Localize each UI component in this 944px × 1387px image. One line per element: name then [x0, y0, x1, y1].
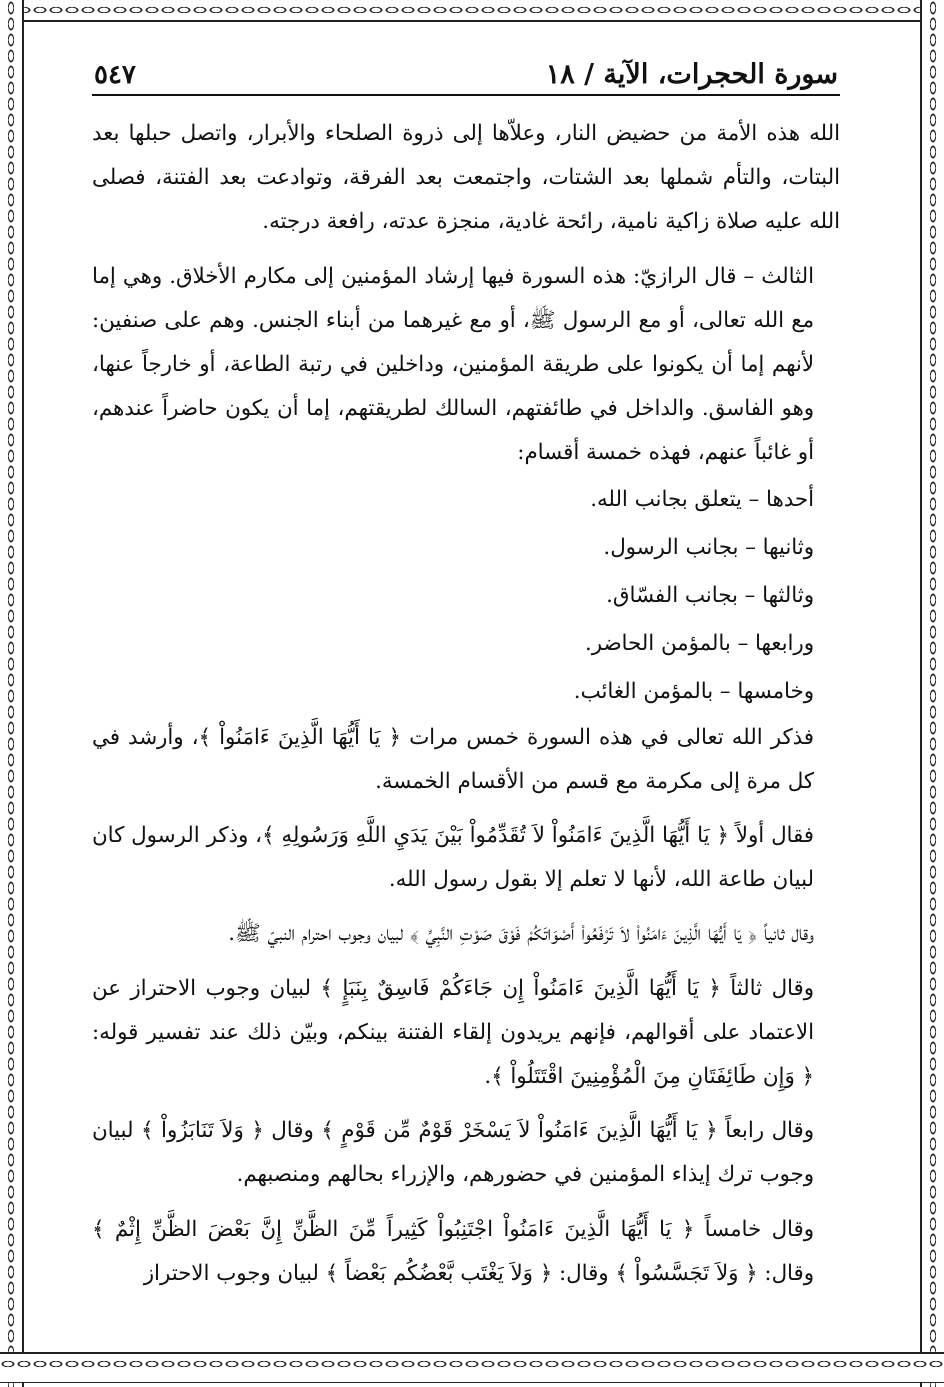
border-right: [920, 0, 944, 1387]
running-header: [92, 52, 840, 96]
paragraph: الثالث – قال الرازيّ: هذه السورة فيها إرشاد المؤمنين إلى مكارم الأخلاق. وهي إما مع الله تعالى، أو مع الرسول ﷺ، أو مع غيرهما من أبناء الجنس. وهم على صنفين: لأنهم إما أن يكونوا على طريقة المؤمنين، وداخلين في رتبة الطاعة، أو خارجاً عنها، وهو الفاسق. والداخل في طائفتهم، السالك لطريقتهم، إما أن يكون حاضراً عندهم، أو غائباً عنهم، فهذه خمسة أقسام:: [92, 263, 814, 466]
paragraph: وقال ثالثاً ﴿ يَا أَيُّهَا الَّذِينَ ءَامَنُواْ إِن جَاءَكُمْ فَاسِقٌ بِنَبَإٍ ﴾ لبيان وجوب الاحتراز عن الاعتماد على أقوالهم، فإنهم يريدون إلقاء الفتنة بينكم، وبيّن ذلك عند تفسير قوله: ﴿ وَإِن طَائِفَتَانِ مِنَ الْمُؤْمِنِينَ اقْتَتَلُواْ ﴾.: [92, 975, 814, 1090]
border-left: [0, 0, 24, 1387]
body-text: [92, 112, 840, 1296]
list-item: وثالثها – بجانب الفسّاق.: [606, 582, 814, 608]
list-item: أحدها – يتعلق بجانب الله.: [590, 486, 814, 512]
header-title: سورة الحجرات، الآية / ١٨: [545, 59, 838, 90]
border-bottom: [0, 1352, 944, 1383]
paragraph: وقال خامساً ﴿ يَا أَيُّهَا الَّذِينَ ءَامَنُواْ اجْتَنِبُواْ كَثِيراً مِّنَ الظَّنِّ إِنَّ بَعْضَ الظَّنِّ إِثْمٌ ﴾ وقال: ﴿ وَلاَ تَجَسَّسُواْ ﴾ وقال: ﴿ وَلاَ يَغْتَب بَّعْضُكُم بَعْضاً ﴾ لبيان وجوب الاحتراز: [92, 1216, 814, 1286]
paragraph: وقال رابعاً ﴿ يَا أَيُّهَا الَّذِينَ ءَامَنُواْ لاَ يَسْخَرْ قَوْمٌ مِّن قَوْمٍ ﴾ وقال ﴿ وَلاَ تَنَابَزُواْ ﴾ لبيان وجوب ترك إيذاء المؤمنين في حضورهم، والإزراء بحالهم ومنصبهم.: [92, 1118, 814, 1188]
list-item: وخامسها – بالمؤمن الغائب.: [573, 678, 814, 704]
list-item: ورابعها – بالمؤمن الحاضر.: [584, 630, 814, 656]
page-number: ٥٤٧: [94, 60, 136, 90]
paragraph: الله هذه الأمة من حضيض النار، وعلاّها إلى ذروة الصلحاء والأبرار، واتصل حبلها بعد البتات، والتأم شملها بعد الشتات، واجتمعت بعد الفرقة، وتوادعت بعد الفتنة، فصلى الله عليه صلاة زاكية نامية، رائحة غادية، منجزة عدته، رافعة درجته.: [92, 121, 840, 235]
paragraph: فقال أولاً ﴿ يَا أَيُّهَا الَّذِينَ ءَامَنُواْ لاَ تُقَدِّمُواْ بَيْنَ يَدَيِ اللَّهِ وَرَسُولِهِ ﴾، وذكر الرسول كان لبيان طاعة الله، لأنها لا تعلم إلا بقول رسول الله.: [92, 823, 814, 893]
paragraph: وقال ثانياً ﴿ يَا أَيُّهَا الَّذِينَ ءَامَنُواْ لاَ تَرْفَعُواْ أَصْوَاتَكُمْ فَوْقَ صَوْتِ النَّبِيِّ ﴾ لبيان وجوب احترام النبيّ ﷺ.: [228, 921, 814, 947]
paragraph: فذكر الله تعالى في هذه السورة خمس مرات ﴿ يَا أَيُّهَا الَّذِينَ ءَامَنُواْ ﴾، وأرشد في كل مرة إلى مكرمة مع قسم من الأقسام الخمسة.: [92, 724, 814, 794]
page: [92, 52, 840, 1342]
border-top: [0, 0, 944, 22]
list-item: وثانيها – بجانب الرسول.: [603, 534, 814, 560]
